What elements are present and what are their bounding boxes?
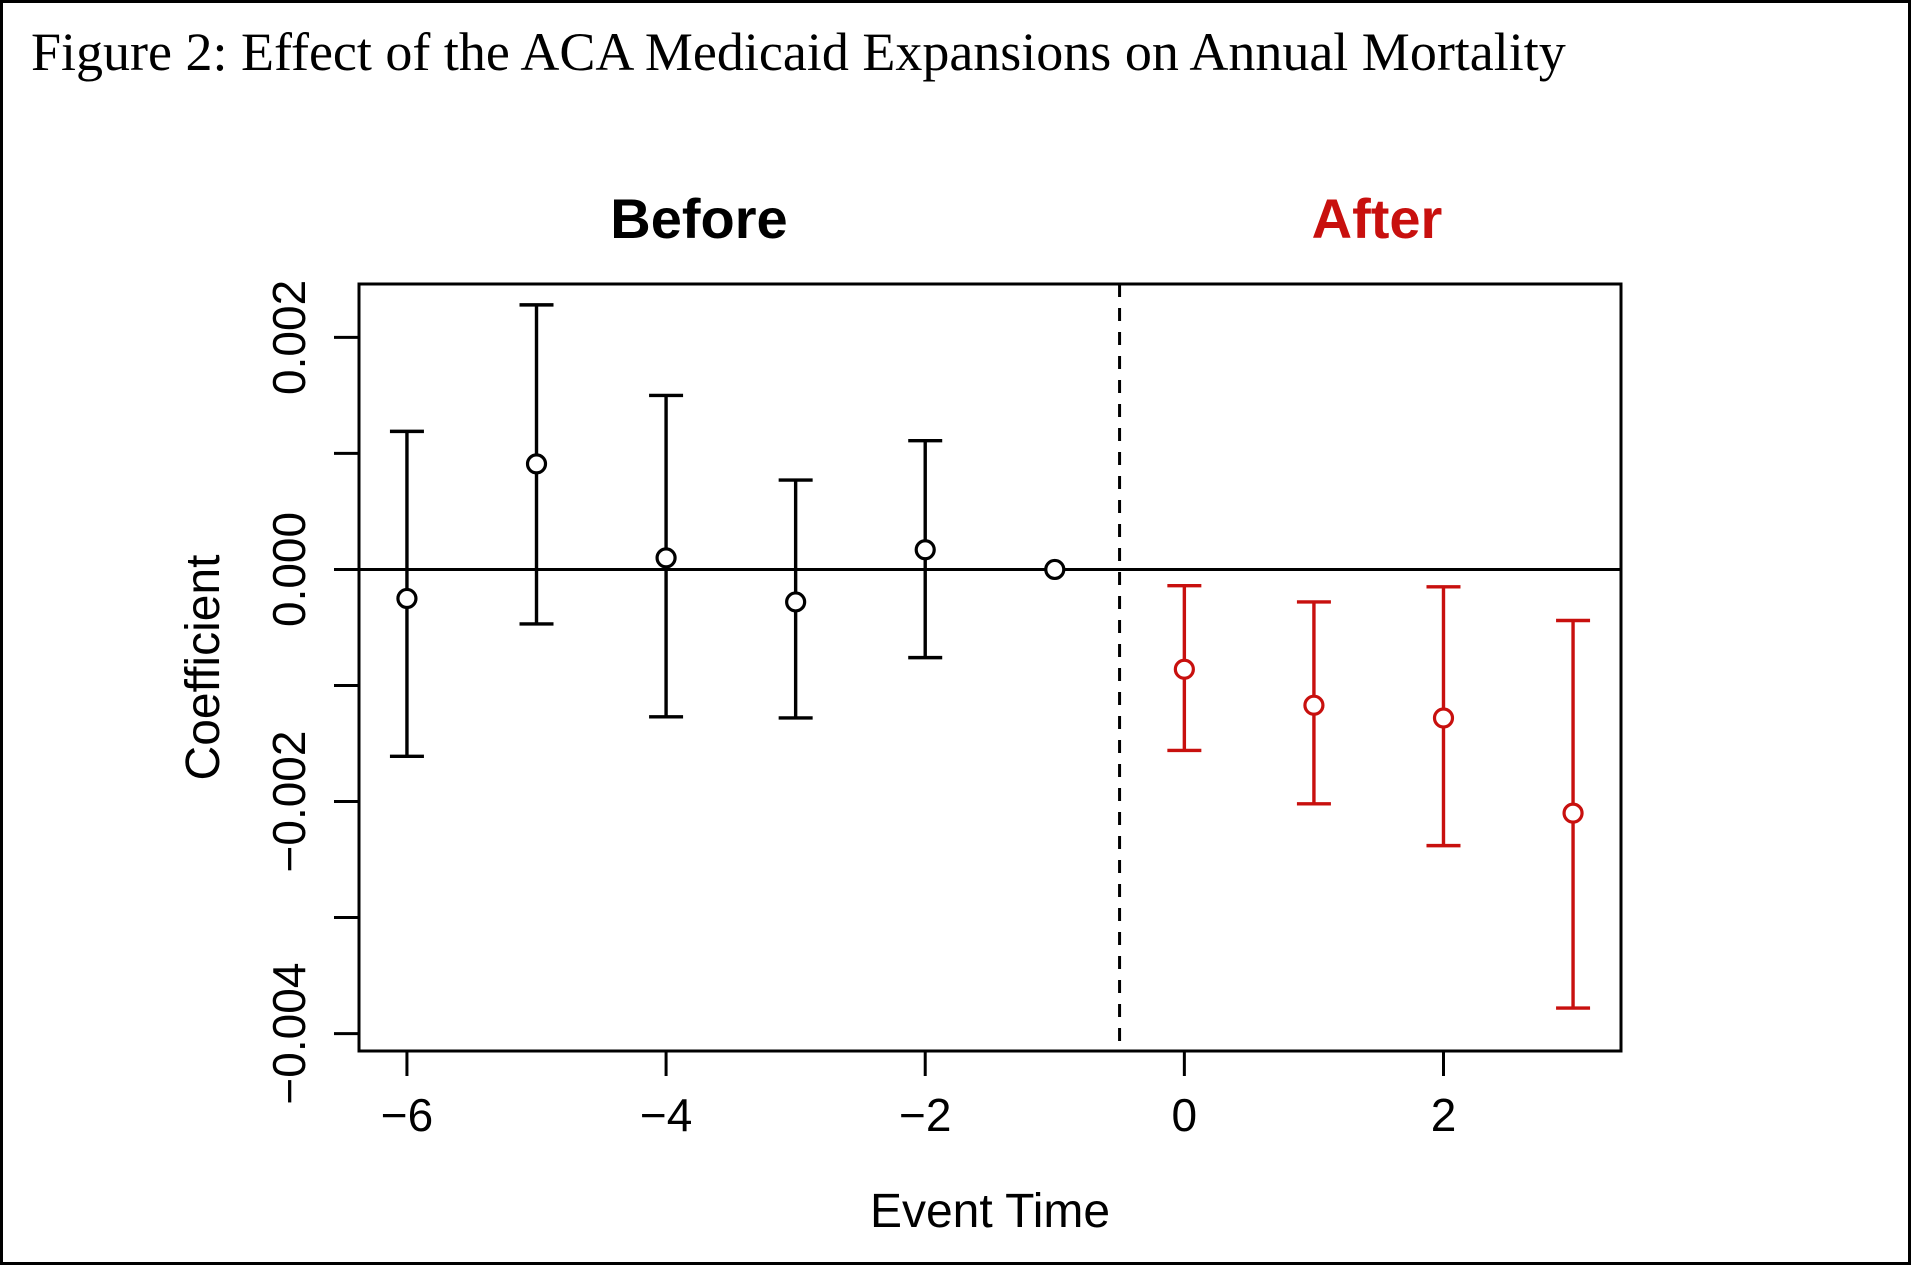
y-tick-label: 0.000 bbox=[263, 511, 315, 628]
point-marker bbox=[916, 541, 934, 559]
plot-svg bbox=[3, 3, 1911, 1265]
point-marker bbox=[787, 593, 805, 611]
point-marker bbox=[398, 589, 416, 607]
x-tick-label: 0 bbox=[1171, 1089, 1198, 1141]
plot-box bbox=[359, 284, 1621, 1051]
x-axis-title: Event Time bbox=[869, 1185, 1111, 1238]
point-marker bbox=[1434, 709, 1452, 727]
y-axis-title: Coefficient bbox=[177, 554, 230, 781]
point-marker bbox=[528, 455, 546, 473]
y-tick-label: 0.002 bbox=[263, 279, 315, 395]
point-marker bbox=[1305, 696, 1323, 714]
point-marker bbox=[1046, 560, 1064, 578]
y-tick-label: −0.002 bbox=[263, 730, 315, 873]
point-marker bbox=[657, 549, 675, 567]
figure-title: Figure 2: Effect of the ACA Medicaid Expansions on Annual Mortality bbox=[31, 22, 1566, 82]
y-tick-label: −0.004 bbox=[263, 962, 315, 1105]
x-tick-label: 2 bbox=[1430, 1089, 1457, 1141]
x-tick-label: −2 bbox=[898, 1089, 952, 1141]
point-marker bbox=[1564, 804, 1582, 822]
before-period-label: Before bbox=[610, 187, 788, 250]
x-tick-label: −4 bbox=[639, 1089, 693, 1141]
x-tick-label: −6 bbox=[380, 1089, 434, 1141]
point-marker bbox=[1175, 660, 1193, 678]
after-period-label: After bbox=[1311, 187, 1443, 250]
